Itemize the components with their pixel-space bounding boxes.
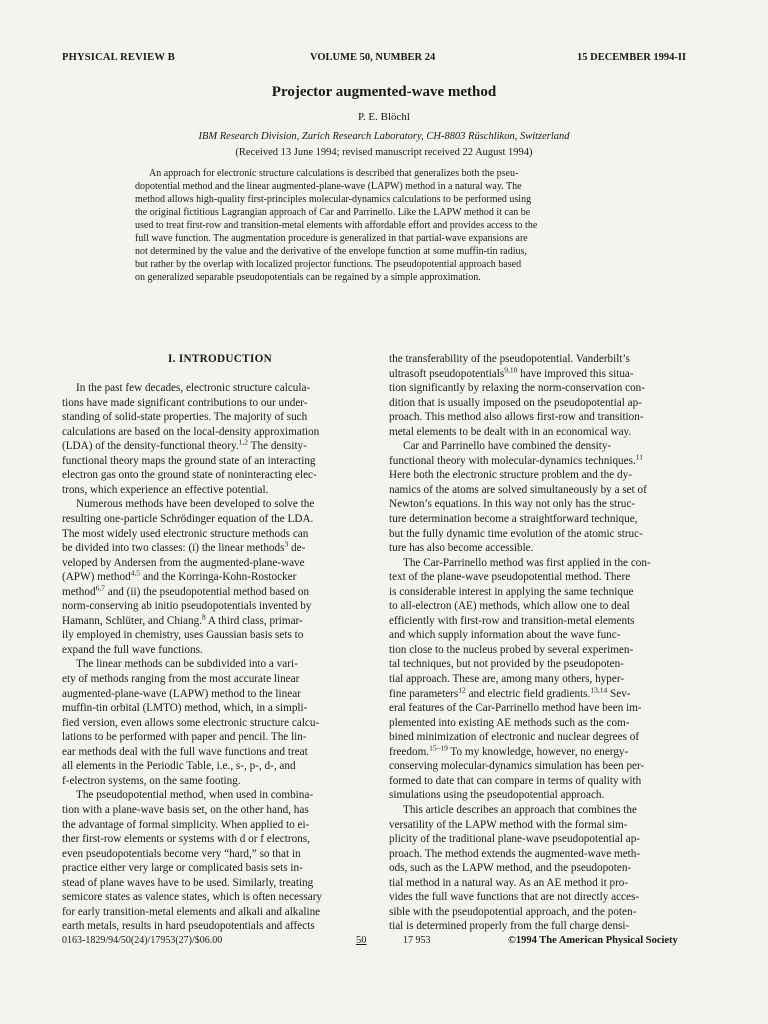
body-line: standing of solid-state properties. The majority of such xyxy=(62,411,308,424)
abstract-line: used to treat first-row and transition-metal elements with affordable effort and provides access to the xyxy=(135,220,538,231)
body-line: Newton’s equations. In this way not only has the struc- xyxy=(389,498,636,511)
body-line: muffin-tin orbital (LMTO) method, which, in a simpli- xyxy=(62,702,308,715)
author-name: P. E. Blöchl xyxy=(358,111,410,123)
body-line: formed to date that can compare in terms of quality with xyxy=(389,774,642,787)
body-line: Numerous methods have been developed to solve the xyxy=(76,498,315,511)
body-line: is considerable interest in applying the same technique xyxy=(389,585,634,598)
body-line: dition that is usually imposed on the pseudopotential ap- xyxy=(389,396,642,409)
received-dates: (Received 13 June 1994; revised manuscript received 22 August 1994) xyxy=(235,147,533,158)
body-line: Car and Parrinello have combined the density- xyxy=(403,440,612,453)
body-line: ture determination become a straightforward technique, xyxy=(389,513,638,526)
body-line: even pseudopotentials become very “hard,” so that in xyxy=(62,847,301,860)
body-line: conserving molecular-dynamics simulation has been per- xyxy=(389,760,645,773)
body-line: sible with the pseudopotential approach, and the poten- xyxy=(389,905,637,918)
volume-page-marker: 50 xyxy=(356,935,367,946)
copyright-notice: ©1994 The American Physical Society xyxy=(508,935,678,946)
body-line: efficiently with first-row and transition-metal elements xyxy=(389,614,635,627)
body-line xyxy=(62,367,378,382)
body-line: functional theory maps the ground state of an interacting xyxy=(62,454,316,467)
abstract-line: not determined by the value and the derivative of the envelope function at some muffin-tin radius, xyxy=(135,246,527,257)
body-line: This article describes an approach that combines the xyxy=(403,803,637,816)
paper-title: Projector augmented-wave method xyxy=(271,84,497,100)
body-line: calculations are based on the local-density approximation xyxy=(62,425,320,438)
publication-code: 0163-1829/94/50(24)/17953(27)/$06.00 xyxy=(62,935,223,946)
body-line: text of the plane-wave pseudopotential method. There xyxy=(389,571,631,584)
body-line: practice either very large or complicated basis sets in- xyxy=(62,862,303,875)
abstract-line: but rather by the overlap with localized projector functions. The pseudopotential approach based xyxy=(135,259,522,270)
abstract-line: method allows high-quality first-principles molecular-dynamics calculations to be performed using xyxy=(135,194,532,205)
body-line: Hamann, Schlüter, and Chiang.$^8$ A third class, primar- xyxy=(62,612,303,627)
abstract-line: on generalized separable pseudopotentials can be regained by a simple approximation. xyxy=(135,272,481,283)
body-line: stead of plane waves have to be used. Similarly, treating xyxy=(62,876,314,889)
abstract-line: the original fictitious Lagrangian approach of Car and Parrinello. Like the LAPW method it can be xyxy=(135,207,531,218)
abstract-line: An approach for electronic structure calculations is described that generalizes both the pseu- xyxy=(149,168,519,179)
body-line: ety of methods ranging from the most accurate linear xyxy=(62,673,300,686)
body-line: proach. The method extends the augmented-wave meth- xyxy=(389,847,641,860)
body-line: (APW) method$^{4,5}$ and the Korringa-Kohn-Rostocker xyxy=(62,568,297,584)
body-line: tal techniques, but not provided by the pseudopoten- xyxy=(389,658,624,671)
body-line: the transferability of the pseudopotential. Vanderbilt’s xyxy=(389,353,630,365)
body-line: expand the full wave functions. xyxy=(62,643,203,656)
body-line: norm-conserving ab initio pseudopotentials invented by xyxy=(62,600,312,613)
body-line: resulting one-particle Schrödinger equation of the LDA. xyxy=(62,513,314,526)
body-line: versatility of the LAPW method with the formal sim- xyxy=(389,818,628,831)
body-line: Here both the electronic structure problem and the dy- xyxy=(389,469,632,482)
abstract-line: full wave function. The augmentation procedure is generalized in that partial-wave expansions are xyxy=(135,233,528,244)
right-column xyxy=(389,352,713,934)
body-line: lations to be performed with paper and pencil. The lin- xyxy=(62,731,307,744)
body-line: simulations using the pseudopotential approach. xyxy=(389,789,605,802)
body-line: In the past few decades, electronic structure calcula- xyxy=(76,382,311,395)
body-line: tial is determined properly from the full charge densi- xyxy=(389,920,630,933)
body-line: proach. This method also allows first-row and transition- xyxy=(389,411,644,424)
body-line: tion close to the nucleus probed by several experimen- xyxy=(389,643,634,656)
abstract-line: dopotential method and the linear augmented-plane-wave (LAPW) method in a natural way. The xyxy=(135,181,522,192)
body-line: namics of the atoms are solved simultaneously by a set of xyxy=(389,483,647,496)
body-line: tial method in a natural way. As an AE method it pro- xyxy=(389,876,629,889)
body-line: plicity of the traditional plane-wave pseudopotential ap- xyxy=(389,833,641,846)
body-line: electron gas onto the ground state of noninteracting elec- xyxy=(62,469,317,482)
body-line: and which supply information about the wave func- xyxy=(389,629,621,642)
body-line: plemented into existing AE methods such as the com- xyxy=(389,716,630,729)
body-line: trons, which experience an effective potential. xyxy=(62,483,269,496)
body-line: fine parameters$^{12}$ and electric field gradients.$^{13,14}$ Sev- xyxy=(389,684,631,700)
body-line: The linear methods can be subdivided into a vari- xyxy=(76,658,298,671)
body-line: The most widely used electronic structure methods can xyxy=(62,527,309,540)
body-line: ily employed in chemistry, uses Gaussian basis sets to xyxy=(62,629,304,642)
body-line: vides the full wave functions that are not directly acces- xyxy=(389,891,640,904)
body-line: freedom.$^{15-19}$ To my knowledge, however, no energy- xyxy=(389,743,629,758)
body-line: tion with a plane-wave basis set, on the other hand, has xyxy=(62,803,309,816)
body-line: eral features of the Car-Parrinello method have been im- xyxy=(389,702,642,715)
body-line: tial approach. These are, among many others, hyper- xyxy=(389,673,625,686)
body-line: (LDA) of the density-functional theory.$^{1,2}$ The density- xyxy=(62,437,307,453)
body-line: functional theory with molecular-dynamics techniques.$^{11}$ xyxy=(389,452,643,467)
body-line: ther first-row elements or systems with d or f electrons, xyxy=(62,833,310,846)
journal-name: PHYSICAL REVIEW B xyxy=(62,52,175,63)
body-line: tion significantly by relaxing the norm-conservation con- xyxy=(389,382,646,395)
body-line: f-electron systems, on the same footing. xyxy=(62,774,241,787)
body-line: method$^{6,7}$ and (ii) the pseudopotential method based on xyxy=(62,583,310,598)
author-affiliation: IBM Research Division, Zurich Research Laboratory, CH-8803 Rüschlikon, Switzerland xyxy=(198,131,570,142)
left-column xyxy=(62,352,378,934)
body-line: to all-electron (AE) methods, which allow one to deal xyxy=(389,600,630,613)
body-line: veloped by Andersen from the augmented-plane-wave xyxy=(62,556,305,569)
body-line: bined minimization of electronic and nuclear degrees of xyxy=(389,731,640,744)
issue-date: 15 DECEMBER 1994-II xyxy=(577,52,687,63)
volume-number: VOLUME 50, NUMBER 24 xyxy=(310,52,436,63)
body-line: ture has also become accessible. xyxy=(389,542,534,555)
body-line: The pseudopotential method, when used in combina- xyxy=(76,789,314,802)
body-line: semicore states as valence states, which is often necessary xyxy=(62,891,323,904)
body-line: fied version, even allows some electronic structure calcu- xyxy=(62,716,320,729)
body-line: be divided into two classes: (i) the linear methods$^3$ de- xyxy=(62,539,306,555)
section-heading: I. INTRODUCTION xyxy=(168,353,272,365)
body-line: ods, such as the LAPW method, and the pseudopoten- xyxy=(389,862,632,875)
body-line: augmented-plane-wave (LAPW) method to the linear xyxy=(62,687,301,700)
body-line: the advantage of formal simplicity. When applied to ei- xyxy=(62,818,310,831)
body-line: ear methods deal with the full wave functions and treat xyxy=(62,745,308,758)
body-line: ultrasoft pseudopotentials$^{9,10}$ have improved this situa- xyxy=(389,364,634,380)
abstract xyxy=(135,167,630,284)
page-number: 17 953 xyxy=(403,935,431,946)
body-line: metal elements to be dealt with in an economical way. xyxy=(389,425,632,438)
body-line: for early transition-metal elements and alkali and alkaline xyxy=(62,905,321,918)
body-line: earth metals, results in hard pseudopotentials and affects xyxy=(62,920,315,933)
body-line: all elements in the Periodic Table, i.e., s-, p-, d-, and xyxy=(62,760,296,773)
body-line: but the fully dynamic time evolution of the atomic struc- xyxy=(389,527,643,540)
body-line: tions have made significant contributions to our under- xyxy=(62,396,308,409)
body-line: The Car-Parrinello method was first applied in the con- xyxy=(403,556,651,569)
